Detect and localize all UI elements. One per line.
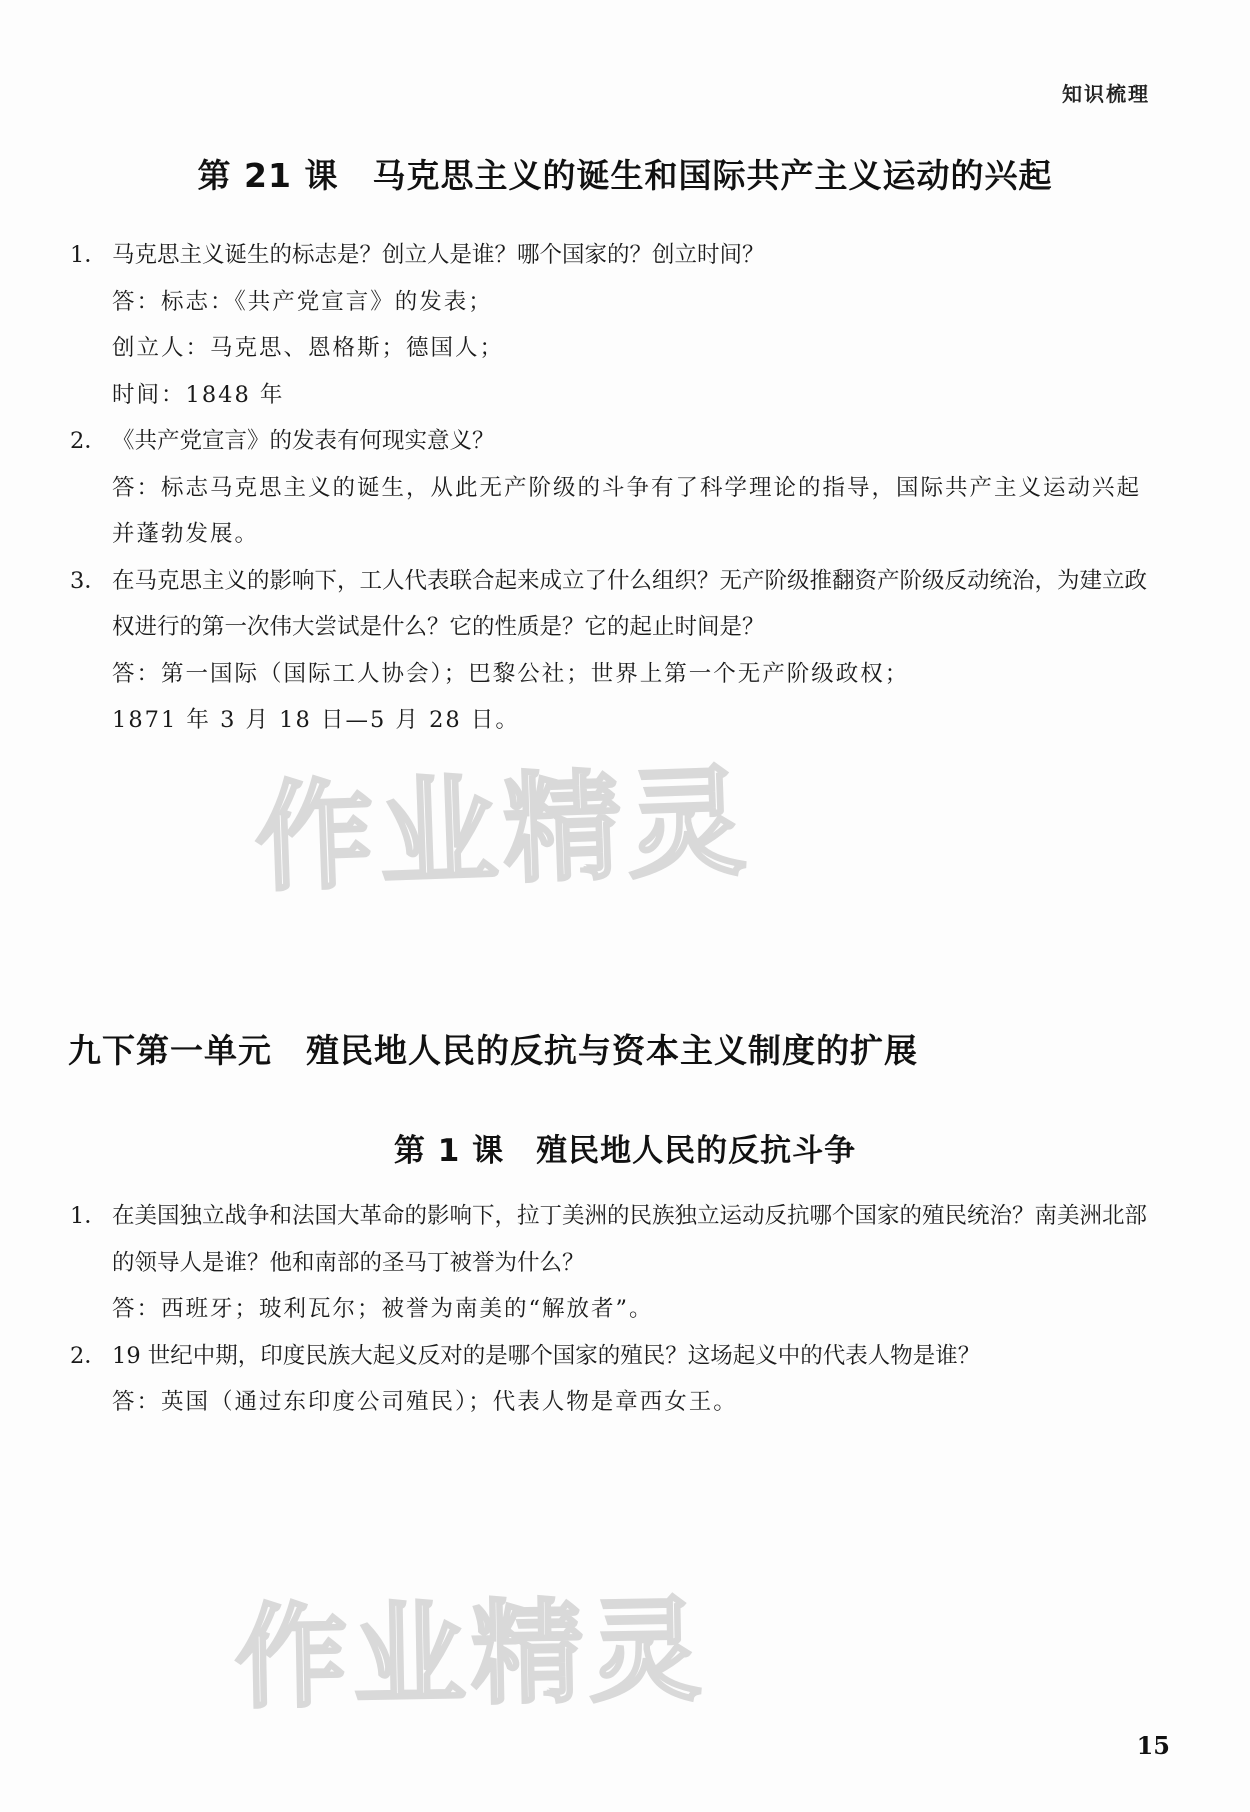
question-text: 在马克思主义的影响下，工人代表联合起来成立了什么组织？无产阶级推翻资产阶级反动统治，为建立政权进行的第一次伟大尝试是什么？它的性质是？它的起止时间是？ [112,567,1148,640]
answer-line: 答：标志马克思主义的诞生，从此无产阶级的斗争有了科学理论的指导，国际共产主义运动兴起并蓬勃发展。 [112,474,1142,547]
lesson-1-title: 第 1 课 殖民地人民的反抗斗争 [393,1133,857,1169]
section-header-tag: 知识梳理 [1062,82,1150,106]
question-2 [70,1333,1160,1380]
lesson-1-qa-list [70,1193,1160,1426]
question-3 [70,558,1160,651]
question-text: 19 世纪中期，印度民族大起义反对的是哪个国家的殖民？这场起义中的代表人物是谁？ [112,1342,981,1369]
answer-line: 答：第一国际（国际工人协会）；巴黎公社；世界上第一个无产阶级政权； [112,660,910,687]
question-number: 2． [70,1342,107,1369]
question-text: 马克思主义诞生的标志是？创立人是谁？哪个国家的？创立时间？ [112,242,765,268]
question-number: 1． [70,242,107,268]
question-number: 2． [70,428,107,454]
watermark-logo: 作业精灵 [253,752,754,908]
question-text: 《共产党宣言》的发表有何现实意义？ [112,428,495,454]
question-1 [70,1193,1160,1286]
watermark-logo: 作业精灵 [234,1585,709,1725]
unit-title: 九下第一单元 殖民地人民的反抗与资本主义制度的扩展 [68,1031,918,1070]
question-number: 3． [70,567,107,594]
answer-line: 答：英国（通过东印度公司殖民）；代表人物是章西女王。 [112,1389,738,1415]
question-text: 在美国独立战争和法国大革命的影响下，拉丁美洲的民族独立运动反抗哪个国家的殖民统治？南美洲北部的领导人是谁？他和南部的圣马丁被誉为什么？ [112,1203,1148,1276]
lesson-21-qa-list [70,232,1160,744]
lesson-21-title: 第 21 课 马克思主义的诞生和国际共产主义运动的兴起 [197,156,1053,195]
answer-line: 答：西班牙；玻利瓦尔；被誉为南美的“解放者”。 [112,1296,654,1322]
answer-line: 1871 年 3 月 18 日—5 月 28 日。 [112,707,520,733]
answer-line: 答：标志：《共产党宣言》的发表； [112,288,493,315]
answer-line: 创立人：马克思、恩格斯；德国人； [112,335,505,361]
page-number: 15 [1136,1731,1170,1760]
question-2 [70,418,1160,465]
question-1 [70,232,1160,279]
question-number: 1． [70,1203,107,1229]
answer-line: 时间：1848 年 [112,381,285,408]
